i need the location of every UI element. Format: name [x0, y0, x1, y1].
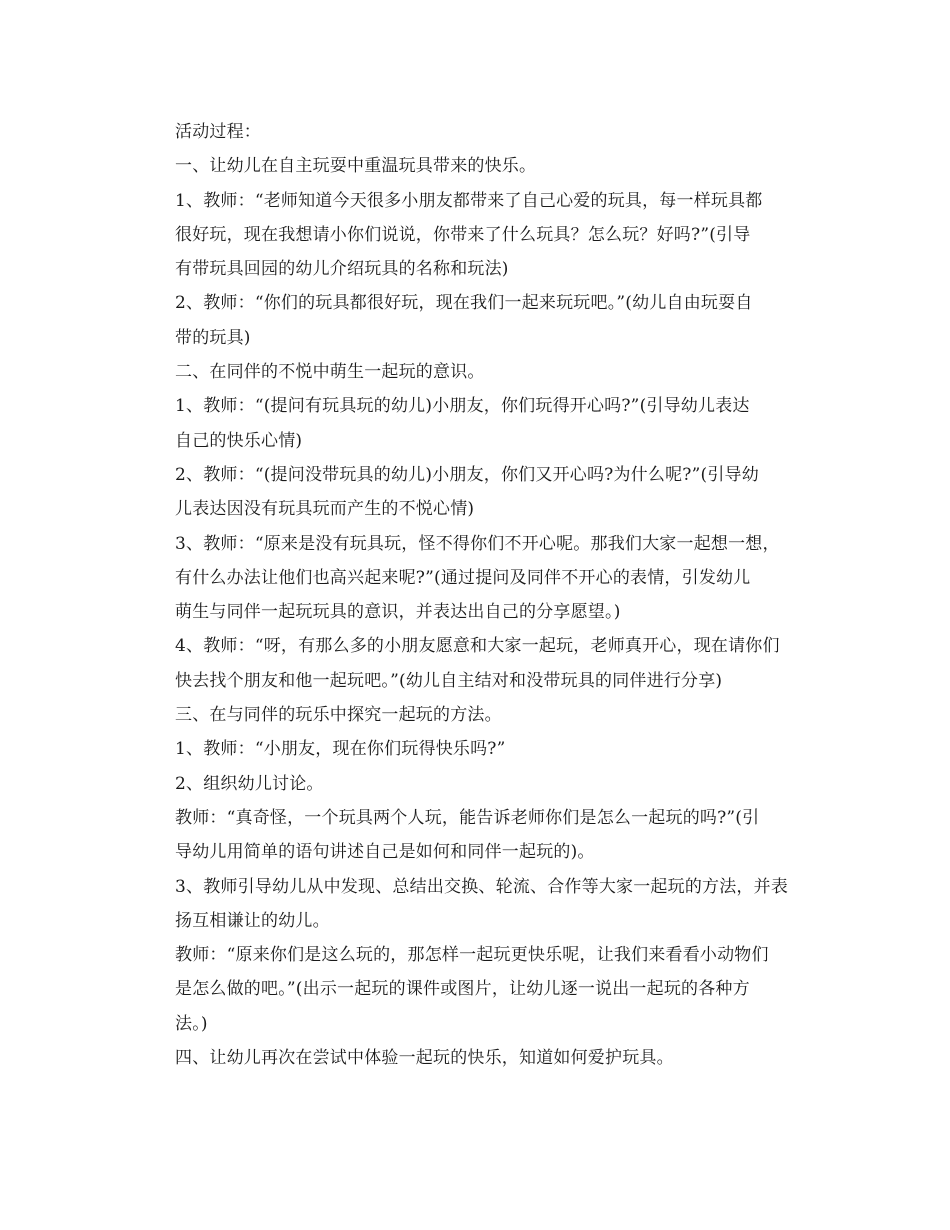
- paragraph-line: 1、教师：“小朋友，现在你们玩得快乐吗?”: [175, 739, 506, 760]
- paragraph-line: 教师：“真奇怪，一个玩具两个人玩，能告诉老师你们是怎么一起玩的吗?”(引: [175, 807, 760, 828]
- paragraph-line: 是怎么做的吧。”(出示一起玩的课件或图片，让幼儿逐一说出一起玩的各种方: [175, 979, 750, 1000]
- paragraph-line: 2、教师：“(提问没带玩具的幼儿)小朋友，你们又开心吗?为什么呢?”(引导幼: [175, 464, 759, 485]
- paragraph-line: 3、教师：“原来是没有玩具玩，怪不得你们不开心呢。那我们大家一起想一想，: [175, 533, 780, 554]
- paragraph-line: 快去找个朋友和他一起玩吧。”(幼儿自主结对和没带玩具的同伴进行分享): [175, 670, 723, 691]
- paragraph-line: 二、在同伴的不悦中萌生一起玩的意识。: [175, 362, 485, 383]
- paragraph-line: 三、在与同伴的玩乐中探究一起玩的方法。: [175, 705, 502, 726]
- paragraph-line: 1、教师：“(提问有玩具玩的幼儿)小朋友，你们玩得开心吗?”(引导幼儿表达: [175, 396, 750, 417]
- paragraph-line: 有什么办法让他们也高兴起来呢?”(通过提问及同伴不开心的表情，引发幼儿: [175, 567, 751, 588]
- paragraph-line: 2、组织幼儿讨论。: [175, 773, 324, 794]
- paragraph-line: 有带玩具回园的幼儿介绍玩具的名称和玩法): [175, 259, 509, 280]
- paragraph-line: 导幼儿用简单的语句讲述自己是如何和同伴一起玩的)。: [175, 842, 595, 863]
- paragraph-line: 带的玩具): [175, 327, 251, 348]
- paragraph-line: 3、教师引导幼儿从中发现、总结出交换、轮流、合作等大家一起玩的方法，并表: [175, 876, 789, 897]
- paragraph-line: 一、让幼儿在自主玩耍中重温玩具带来的快乐。: [175, 156, 537, 177]
- section-heading: 活动过程：: [175, 122, 261, 142]
- paragraph-line: 法。): [175, 1013, 208, 1034]
- paragraph-line: 1、教师：“老师知道今天很多小朋友都带来了自己心爱的玩具，每一样玩具都: [175, 190, 763, 211]
- paragraph-line: 儿表达因没有玩具玩而产生的不悦心情): [175, 499, 475, 520]
- paragraph-line: 2、教师：“你们的玩具都很好玩，现在我们一起来玩玩吧。”(幼儿自由玩耍自: [175, 293, 753, 314]
- paragraph-line: 很好玩，现在我想请小你们说说，你带来了什么玩具？怎么玩？好吗?”(引导: [175, 224, 751, 245]
- paragraph-line: 扬互相谦让的幼儿。: [175, 910, 330, 931]
- paragraph-line: 自己的快乐心情): [175, 430, 303, 451]
- paragraph-line: 4、教师：“呀，有那么多的小朋友愿意和大家一起玩，老师真开心，现在请你们: [175, 636, 780, 657]
- paragraph-line: 萌生与同伴一起玩玩具的意识，并表达出自己的分享愿望。): [175, 602, 621, 623]
- paragraph-line: 四、让幼儿再次在尝试中体验一起玩的快乐，知道如何爱护玩具。: [175, 1048, 674, 1069]
- document-body: [175, 115, 815, 1075]
- paragraph-line: 教师：“原来你们是这么玩的，那怎样一起玩更快乐呢，让我们来看看小动物们: [175, 945, 769, 966]
